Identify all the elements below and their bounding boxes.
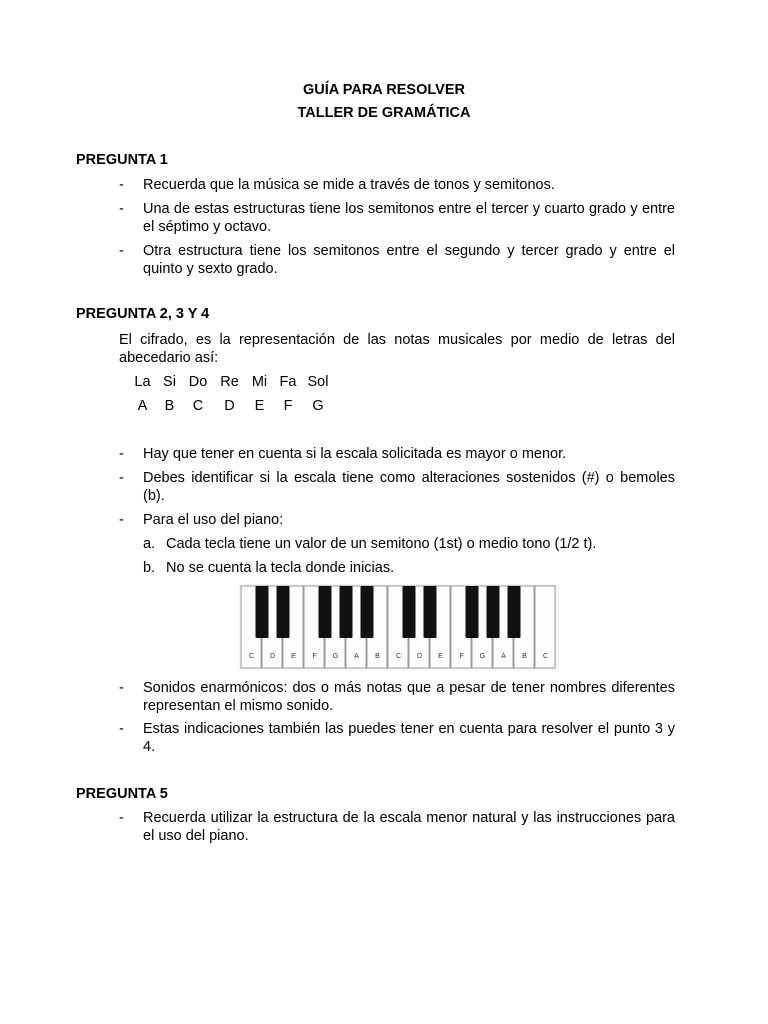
black-key — [508, 586, 521, 638]
key-label: B — [522, 653, 527, 660]
list-item-text: Estas indicaciones también las puedes tener en cuenta para resolver el punto 3 y 4. — [143, 721, 675, 755]
key-label: A — [501, 653, 506, 660]
sub-list-item — [143, 535, 675, 553]
piano-keyboard-image — [239, 584, 559, 670]
sub-list-text: No se cuenta la tecla donde inicias. — [166, 560, 395, 576]
key-label: A — [354, 653, 359, 660]
list-dash: - — [119, 177, 124, 193]
document-title: GUÍA PARA RESOLVER — [303, 82, 465, 98]
black-key — [403, 586, 416, 638]
sub-list-item — [143, 559, 675, 577]
black-key — [256, 586, 269, 638]
list-dash: - — [119, 470, 124, 486]
note-name: Fa — [279, 374, 297, 390]
key-label: B — [375, 653, 380, 660]
key-label: C — [542, 653, 549, 660]
piano-keyboard — [239, 584, 559, 670]
list-item-text: Hay que tener en cuenta si la escala solicitada es mayor o menor. — [143, 446, 567, 462]
note-letter: F — [283, 398, 293, 414]
key-label: C — [248, 653, 255, 660]
note-name: Si — [163, 374, 176, 390]
key-label: D — [269, 653, 276, 660]
list-dash: - — [119, 721, 124, 737]
note-letter: C — [192, 398, 204, 414]
black-key — [361, 586, 374, 638]
sub-list-marker: a. — [143, 536, 156, 552]
black-key — [487, 586, 500, 638]
key-label: F — [312, 653, 317, 660]
key-label: E — [438, 653, 443, 660]
key-label: E — [291, 653, 296, 660]
list-item — [119, 511, 675, 529]
key-label: C — [395, 653, 402, 660]
list-item — [119, 200, 675, 236]
list-item — [119, 679, 675, 715]
list-item-text: Otra estructura tiene los semitonos entre el segundo y tercer grado y entre el quinto y sexto grado. — [143, 243, 675, 277]
list-item — [119, 176, 675, 194]
list-dash: - — [119, 512, 124, 528]
black-key — [424, 586, 437, 638]
list-item — [119, 469, 675, 505]
note-names-row — [128, 374, 334, 390]
sub-list-marker: b. — [143, 560, 156, 576]
key-label: F — [459, 653, 464, 660]
note-letter: G — [312, 398, 324, 414]
note-letter: A — [137, 398, 148, 414]
note-name: Mi — [251, 374, 268, 390]
black-key — [340, 586, 353, 638]
list-dash: - — [119, 446, 124, 462]
list-item-text: Debes identificar si la escala tiene como alteraciones sostenidos (#) o bemoles (b). — [143, 470, 675, 504]
list-item-text: Recuerda que la música se mide a través de tonos y semitonos. — [143, 177, 555, 193]
list-item — [119, 809, 675, 845]
note-name: Sol — [307, 374, 329, 390]
list-dash: - — [119, 810, 124, 826]
black-key — [319, 586, 332, 638]
note-letter: E — [254, 398, 265, 414]
sub-list-text: Cada tecla tiene un valor de un semitono (1st) o medio tono (1/2 t). — [166, 536, 597, 552]
section-heading-q2: PREGUNTA 2, 3 Y 4 — [76, 306, 210, 322]
key-label: G — [332, 653, 339, 660]
black-key — [277, 586, 290, 638]
list-item-text: Recuerda utilizar la estructura de la escala menor natural y las instrucciones para el uso del piano. — [143, 810, 675, 844]
section-heading-q1: PREGUNTA 1 — [76, 152, 168, 168]
document-subtitle: TALLER DE GRAMÁTICA — [297, 105, 471, 121]
list-dash: - — [119, 243, 124, 259]
list-dash: - — [119, 201, 124, 217]
list-item — [119, 720, 675, 756]
list-item-text: Sonidos enarmónicos: dos o más notas que a pesar de tener nombres diferentes representan el mismo sonido. — [143, 680, 675, 714]
key-label: G — [479, 653, 486, 660]
note-letter: B — [164, 398, 175, 414]
list-item — [119, 445, 675, 463]
list-item-text: Para el uso del piano: — [143, 512, 284, 528]
note-name: Do — [188, 374, 208, 390]
note-name: La — [134, 374, 151, 390]
list-dash: - — [119, 680, 124, 696]
section-heading-q5: PREGUNTA 5 — [76, 786, 168, 802]
note-letters-row — [128, 398, 334, 414]
intro-paragraph: El cifrado, es la representación de las notas musicales por medio de letras del abecedario así: — [119, 332, 675, 366]
note-name: Re — [220, 374, 239, 390]
note-letter: D — [224, 398, 235, 414]
black-key — [466, 586, 479, 638]
key-label: D — [416, 653, 423, 660]
list-item — [119, 242, 675, 278]
list-item-text: Una de estas estructuras tiene los semitonos entre el tercer y cuarto grado y entre el séptimo y octavo. — [143, 201, 675, 235]
